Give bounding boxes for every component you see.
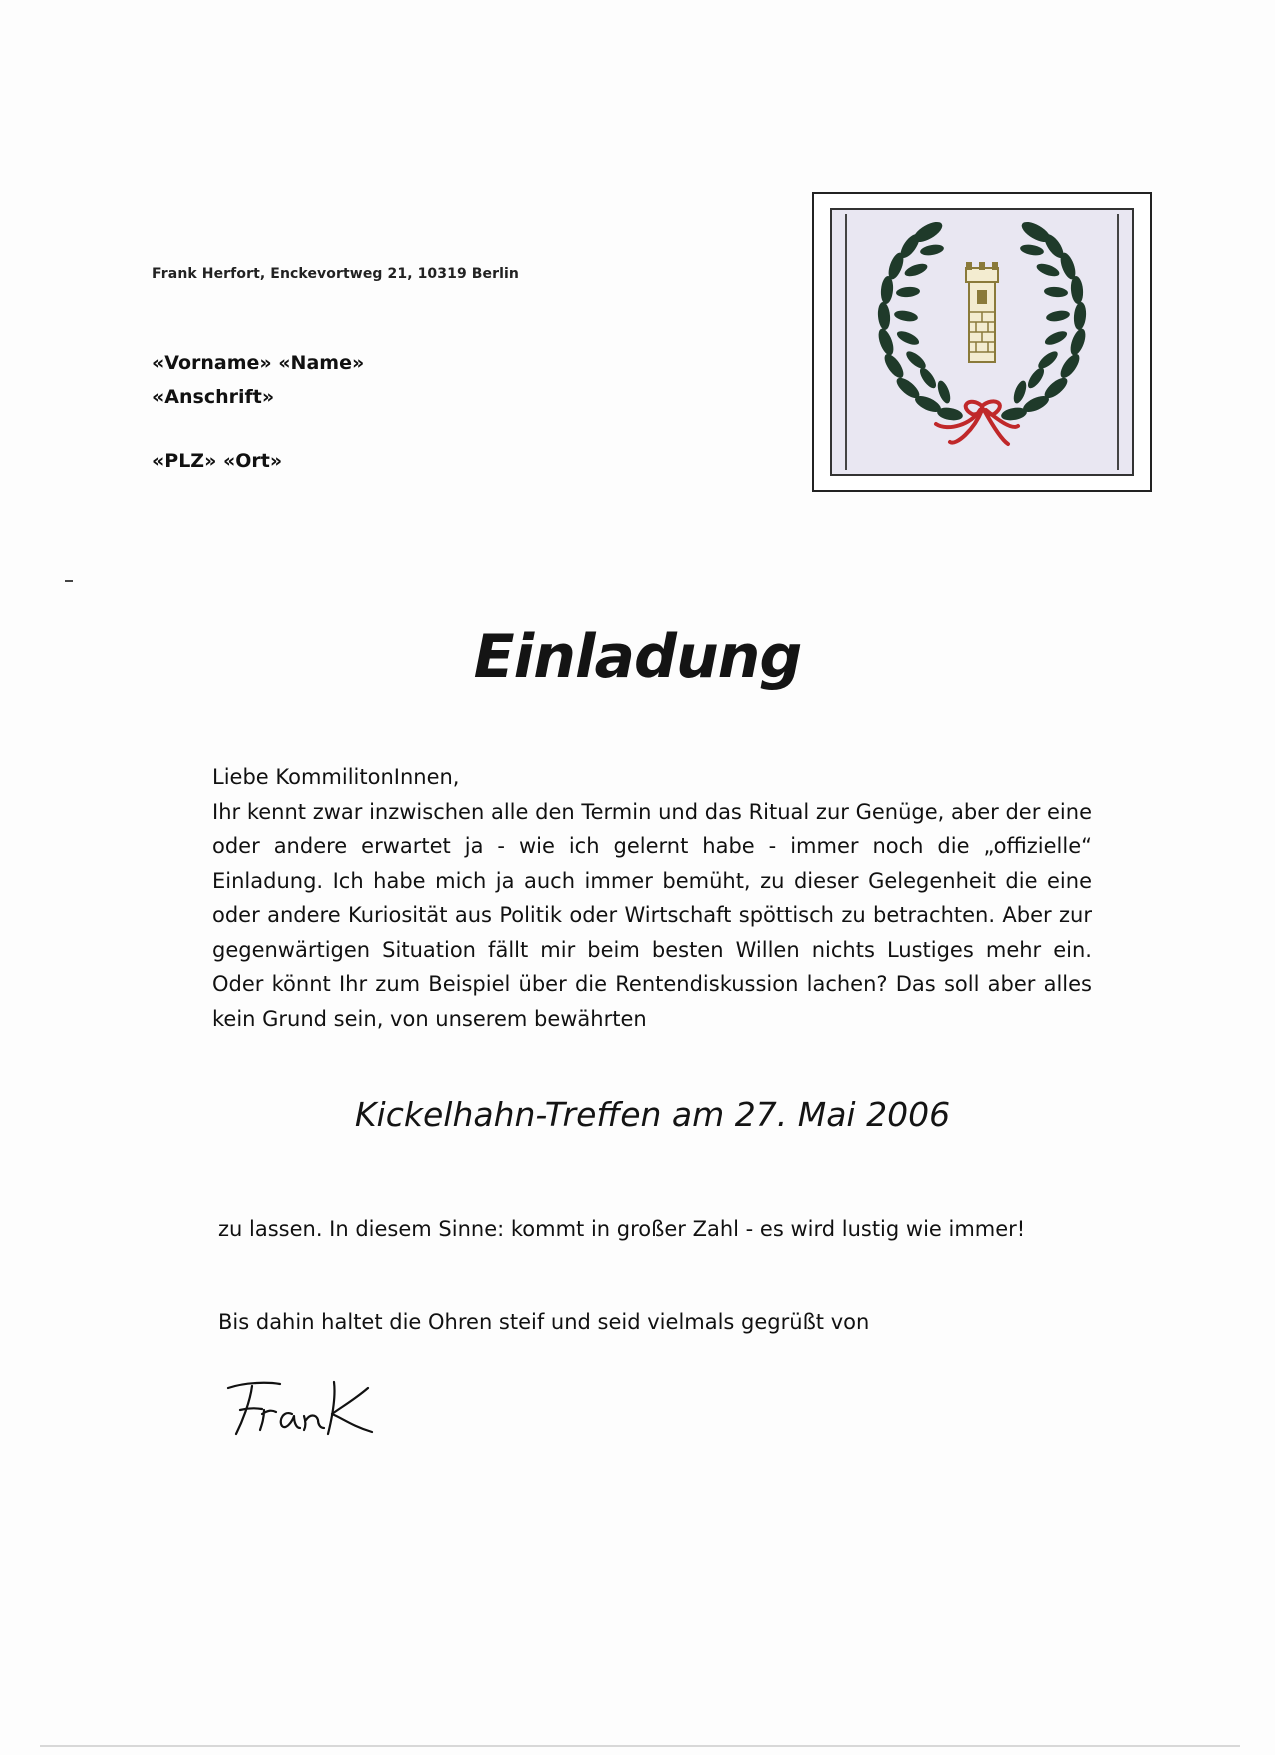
sender-address: Frank Herfort, Enckevortweg 21, 10319 Berlin (152, 266, 519, 282)
recipient-block (152, 346, 364, 478)
recipient-name: «Vorname» «Name» (152, 352, 365, 374)
recipient-address: «Anschrift» (152, 386, 275, 408)
letter-title: Einladung (473, 622, 802, 692)
page-bottom-edge (40, 1745, 1240, 1747)
event-line: Kickelhahn-Treffen am 27. Mai 2006 (354, 1095, 951, 1134)
signature-frank (222, 1374, 382, 1444)
continuation-line: zu lassen. In diesem Sinne: kommt in großer Zahl - es wird lustig wie immer! (218, 1217, 1026, 1241)
laurel-wreath-tower-icon (832, 210, 1132, 474)
salutation: Liebe KommilitonInnen, (212, 765, 460, 789)
closing-line: Bis dahin haltet die Ohren steif und seid vielmals gegrüßt von (218, 1310, 870, 1334)
emblem-panel (830, 208, 1134, 476)
fold-mark (65, 580, 73, 582)
letter-body (212, 760, 1092, 1036)
body-paragraph: Ihr kennt zwar inzwischen alle den Termin und das Ritual zur Genüge, aber der eine oder andere erwartet ja - wie ich gelernt habe - immer noch die „offizielle“ Einladung. Ich habe mich ja auch immer bemüht, zu dieser Gelegenheit die eine oder andere Kuriosität aus Politik oder Wirtschaft spöttisch zu betrachten. Aber zur gegenwärtigen Situation fällt mir beim besten Willen nichts Lustiges mehr ein. Oder könnt Ihr zum Beispiel über die Rentendiskussion lachen? Das soll aber alles kein Grund sein, von unserem bewährten (212, 799, 1092, 1031)
emblem-frame (812, 192, 1152, 492)
recipient-city: «PLZ» «Ort» (152, 450, 283, 472)
